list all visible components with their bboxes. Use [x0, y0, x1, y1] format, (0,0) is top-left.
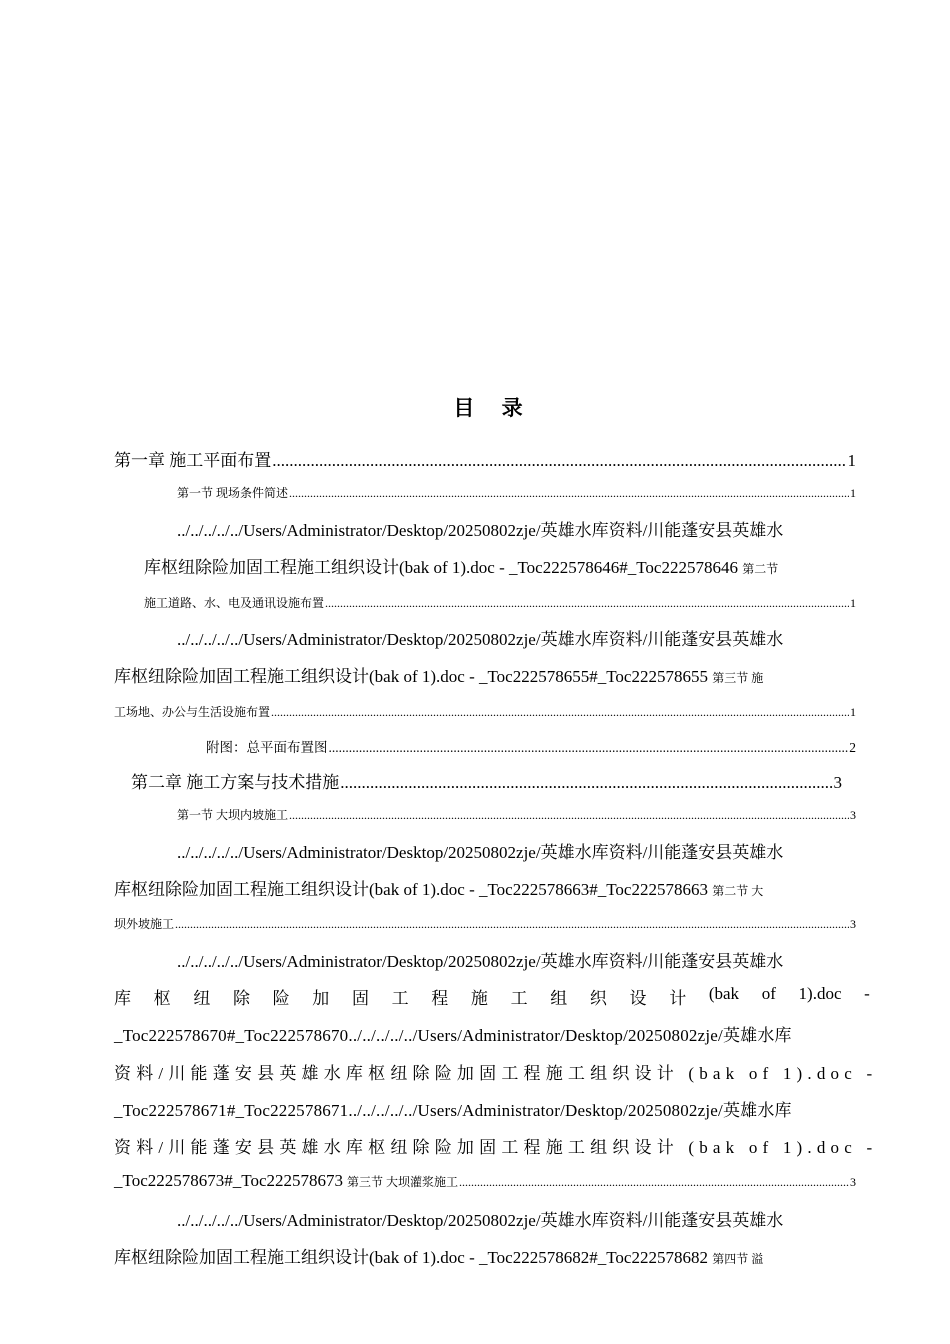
toc-link-text: 库枢纽除险加固工程施工组织设计(bak of 1).doc - _Toc222578682#_Toc222578682	[114, 1248, 708, 1267]
toc-entry-section-1-1[interactable]	[177, 484, 856, 501]
toc-entry-chapter-1[interactable]	[114, 446, 856, 471]
toc-link-token: 施	[470, 989, 488, 1008]
toc-entry-text: 第二节	[742, 562, 779, 576]
toc-link-path[interactable]	[114, 1243, 870, 1268]
toc-entry-text: 施工道路、水、电及通讯设施布置	[144, 596, 325, 610]
toc-link-token: 库	[114, 989, 131, 1008]
toc-link-path[interactable]: 资料/川能蓬安县英雄水库枢纽除险加固工程施工组织设计 (bak of 1).doc -	[114, 1138, 878, 1157]
toc-link-path[interactable]: _Toc222578671#_Toc222578671../../../../../Users/Administrator/Desktop/20250802zje/英雄水库	[114, 1101, 792, 1120]
toc-entry-text: 第一节 现场条件简述	[177, 486, 289, 500]
toc-link-path[interactable]	[114, 662, 870, 687]
toc-entry-text: 第一节 大坝内坡施工	[177, 808, 289, 822]
toc-page-number: 3	[850, 1175, 856, 1189]
toc-page-number: 1	[847, 451, 856, 470]
toc-entry-text: 第一章 施工平面布置	[114, 451, 272, 470]
toc-link-token: 组	[550, 989, 568, 1008]
toc-link-text: 库枢纽除险加固工程施工组织设计(bak of 1).doc - _Toc222578646#_Toc222578646	[144, 558, 738, 577]
toc-page-number: 1	[850, 486, 856, 500]
toc-link-path[interactable]	[114, 1021, 870, 1046]
toc-link-token: 工	[391, 989, 409, 1008]
toc-link-token: -	[864, 984, 870, 1003]
toc-link-token: 1).doc	[798, 984, 842, 1003]
toc-link-path[interactable]	[114, 875, 870, 900]
toc-link-token: 织	[589, 989, 607, 1008]
toc-link-token: 工	[510, 989, 528, 1008]
toc-link-token: 枢	[153, 989, 171, 1008]
toc-title: 目 录	[453, 395, 533, 420]
toc-leader	[459, 1175, 849, 1190]
toc-leader	[329, 740, 849, 756]
toc-entry-section-2-3[interactable]	[114, 1171, 856, 1191]
toc-entry-text: 坝外坡施工	[114, 917, 175, 931]
toc-entry-section-1-2[interactable]	[144, 594, 856, 611]
toc-link-token: (bak	[708, 984, 740, 1003]
toc-link-text: 库枢纽除险加固工程施工组织设计(bak of 1).doc - _Toc222578663#_Toc222578663	[114, 880, 708, 899]
toc-link-text: 库枢纽除险加固工程施工组织设计(bak of 1).doc - _Toc222578655#_Toc222578655	[114, 667, 708, 686]
toc-link-path[interactable]	[144, 553, 870, 578]
toc-link-path[interactable]: ../../../../../Users/Administrator/Desktop/20250802zje/英雄水库资料/川能蓬安县英雄水	[177, 952, 784, 971]
toc-page-number: 2	[849, 740, 856, 755]
toc-link-token: 险	[272, 989, 290, 1008]
toc-link-path[interactable]: ../../../../../Users/Administrator/Desktop/20250802zje/英雄水库资料/川能蓬安县英雄水	[177, 630, 784, 649]
toc-link-token: of	[761, 984, 776, 1003]
toc-link-token: 程	[431, 989, 449, 1008]
toc-page-number: 1	[850, 596, 856, 610]
toc-page-number: 1	[850, 705, 856, 719]
toc-page-number: 3	[850, 917, 856, 931]
toc-link-path[interactable]	[114, 984, 870, 1009]
toc-link-path[interactable]: ../../../../../Users/Administrator/Desktop/20250802zje/英雄水库资料/川能蓬安县英雄水	[177, 521, 784, 540]
toc-leader	[325, 596, 849, 611]
toc-leader	[289, 486, 849, 501]
toc-link-path[interactable]: ../../../../../Users/Administrator/Desktop/20250802zje/英雄水库资料/川能蓬安县英雄水	[177, 843, 784, 862]
toc-entry-text: 第三节 施	[712, 671, 764, 685]
toc-leader	[175, 917, 849, 932]
toc-leader	[340, 773, 832, 793]
toc-entry-text: 第二节 大	[712, 884, 764, 898]
toc-link-text: _Toc222578670#_Toc222578670../../../../../Users/Administrator/Desktop/20250802zje/英雄水库	[114, 1026, 792, 1045]
toc-page-number: 3	[850, 808, 856, 822]
toc-entry-text: 第四节 溢	[712, 1252, 764, 1266]
toc-link-token: 设	[629, 989, 647, 1008]
toc-link-token: 加	[312, 989, 330, 1008]
toc-link-path[interactable]: 资料/川能蓬安县英雄水库枢纽除险加固工程施工组织设计 (bak of 1).doc -	[114, 1064, 878, 1083]
toc-link-token: 除	[232, 989, 250, 1008]
toc-entry-figure[interactable]	[206, 736, 856, 756]
toc-entry-text: 第三节 大坝灌浆施工	[347, 1175, 459, 1189]
toc-link-path[interactable]: ../../../../../Users/Administrator/Desktop/20250802zje/英雄水库资料/川能蓬安县英雄水	[177, 1211, 784, 1230]
toc-entry-section-2-2[interactable]	[114, 915, 856, 932]
toc-entry-text: 第二章 施工方案与技术措施	[131, 773, 340, 792]
toc-link-text: _Toc222578673#_Toc222578673	[114, 1171, 343, 1190]
toc-link-token: 纽	[193, 989, 211, 1008]
toc-link-token: 固	[351, 989, 369, 1008]
toc-entry-section-2-1[interactable]	[177, 806, 856, 823]
toc-entry-chapter-2[interactable]	[131, 768, 842, 793]
toc-page-number: 3	[833, 773, 842, 792]
toc-leader	[271, 705, 849, 720]
toc-entry-text: 附图：总平面布置图	[206, 740, 328, 755]
toc-leader	[289, 808, 849, 823]
toc-leader	[272, 451, 846, 471]
toc-link-token: 计	[669, 989, 687, 1008]
toc-entry-text: 工场地、办公与生活设施布置	[114, 705, 271, 719]
toc-entry-section-1-3[interactable]	[114, 703, 856, 720]
